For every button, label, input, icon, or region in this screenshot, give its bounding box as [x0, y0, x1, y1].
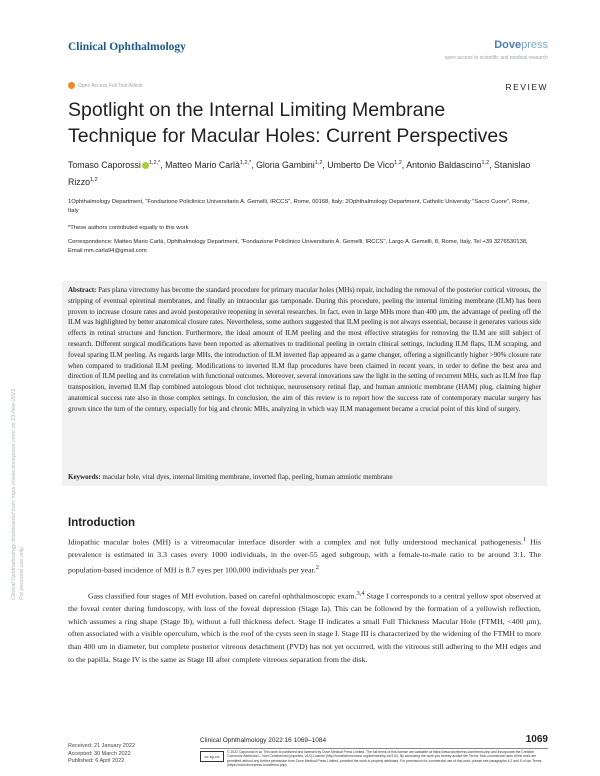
paragraph-text: Gass classified four stages of MH evolution, based on careful ophthalmoscopic exam.	[88, 591, 357, 601]
accepted-date: Accepted: 30 March 2022	[68, 750, 131, 757]
author-affiliation-mark: 1,2	[314, 160, 323, 166]
page-number: 1069	[525, 734, 548, 745]
author-affiliation-mark: 1,2,*	[239, 160, 252, 166]
author-name: , Antonio Baldascino	[401, 159, 482, 170]
publisher-tagline: open access to scientific and medical research	[444, 55, 548, 61]
keywords-text: macular hole, vital dyes, internal limiting membrane, inverted flap, peeling, human amniotic membrane	[102, 473, 393, 481]
footer-citation: Clinical Ophthalmology 2022:16 1069–1084	[200, 737, 327, 744]
journal-name: Clinical Ophthalmology	[68, 41, 186, 53]
publisher-logo-bold: Dove	[494, 39, 522, 51]
author-name: Tomaso Caporossi	[68, 159, 141, 170]
download-watermark	[0, 140, 25, 600]
citation-link[interactable]: 2	[315, 563, 319, 571]
download-watermark-text: Clinical Ophthalmology downloaded from https://www.dovepress.com/ on 23-Nov-2023 For personal use only.	[11, 389, 25, 600]
section-heading-introduction: Introduction	[68, 517, 136, 529]
footer-divider	[200, 748, 548, 749]
abstract-text: Pars plana vitrectomy has become the standard procedure for primary macular holes (MHs) repair, including the removal of the posterior cortical vitreous, the stripping of eventual epiretinal membranes, and finally an intraocular gas tamponade. During this procedure, peeling the internal limiting membrane (ILM) has been proven to increase closure rates and avoid postoperative reopening in several researches. In fact, even in large MHs more than 400 μm, the advantage of peeling off the ILM was highlighted by better anatomical closure rates. Nevertheless, some authors suggested that ILM peeling is not always essential, because it generates various side effects in retinal structure and function. Furthermore, the ideal amount of ILM peeling and the most effective strategies for removing the ILM are still subject of research. Different surgical modifications have been reported as alternatives to traditional peeling in certain clinical settings, including ILM flaps, ILM scraping, and foveal sparing ILM peeling. As regards large MHs, the introduction of ILM inverted flap appeared as a game changer, offering a significantly higher >90% closure rate when compared to traditional ILM peeling. Modifications to inverted ILM flap procedures have been claimed in recent years, in order to define the best area and direction of ILM peeling and its correlation with functional outcomes. Moreover, several innovations saw the light in the setting of recurrent MHs, such as ILM free flap transposition, inverted ILM flap combined autologous blood clot technique, neurosensory retinal flap, and human amniotic membrane (HAM) plug, claiming higher anatomical success rate also in those complex settings. In conclusion, the aim of this review is to report how the success rate of contemporary macular surgery has grown since the turn of the century, especially for big and chronic MHs, analyzing in which way ILM management became a crucial point of this kind of surgery.	[68, 286, 541, 413]
license-text: © 2022 Caporossi et al. This work is published and licensed by Dove Medical Press Limited. The full terms of this license are available at https://www.dovepress.com/terms.php and incorporate the Creative Commons Attribution – Non Commercial (unported, v3.0) License (http://creativecommons.org/licenses/by-nc/3.0/). By accessing the work you hereby accept the Terms. Non-commercial uses of the work are permitted without any further permission from Dove Medical Press Limited, provided the work is properly attributed. For permission for commercial use of this work, please see paragraphs 4.2 and 5 of our Terms (https://www.dovepress.com/terms.php).	[227, 750, 542, 768]
paragraph-text: Stage I corresponds to a central yellow spot observed at the foveal center during fundoscopy, with loss of the foveal depression (Stage Ia). This can be followed by the formation of a yellowish reflection, which assumes a ring shape (Stage Ib), without a full thickness defect. Stage II indicates a small Full Thickness Macular Hole (FTMH, <400 μm), often associated with a visible operculum, which is the roof of the cysts seen in stage I. Stage III is characterized by the widening of the FTMH to more than 400 um in diameter, but complete posterior vitreous detachment (PVD) has not yet occurred, with the vitreous still adhering to the MH edges and to the papilla. Stage IV is the same as Stage III after complete vitreous separation from the disk.	[68, 591, 542, 664]
article-type: REVIEW	[505, 82, 548, 92]
author-affiliation-mark: 1,2,*	[148, 160, 161, 166]
citation-link[interactable]: 3,4	[356, 590, 365, 597]
author-affiliation-mark: 1,2	[481, 160, 490, 166]
affiliations: 1Ophthalmology Department, "Fondazione Policlinico Universitario A. Gemelli, IRCCS", Rome, 00168, Italy; 2Ophthalmology Department, Catholic University "Sacro Cuore", Rome, Italy	[68, 199, 530, 214]
publisher-logo-light: press	[521, 39, 548, 51]
author-name: , Matteo Mario Carlà	[160, 159, 240, 170]
cc-license-badge[interactable]: cc by-nc	[200, 751, 224, 762]
author-name: , Stanislao Rizzo	[68, 159, 531, 187]
abstract-label: Abstract:	[68, 286, 97, 294]
keywords	[68, 473, 541, 481]
abstract	[68, 285, 541, 415]
author-affiliation-mark: 1,2	[90, 176, 98, 183]
keywords-label: Keywords:	[68, 473, 101, 481]
author-list	[68, 156, 538, 190]
article-dates	[68, 743, 135, 766]
intro-paragraph-1	[68, 534, 541, 577]
equal-contribution-note: *These authors contributed equally to this work	[68, 225, 189, 231]
author-name: , Gloria Gambini	[251, 159, 315, 170]
open-access-text: Open Access Full Text Article	[78, 82, 143, 89]
published-date: Published: 6 April 2022	[68, 758, 125, 764]
received-date: Received: 21 January 2022	[68, 743, 135, 749]
author-affiliation-mark: 1,2	[394, 160, 402, 166]
paragraph-text: His prevalence is estimated in 3.3 cases every 1000 individuals, in the over-55 aged subgroup, with a female-to-male ratio to be around 3:1. The population-based incidence of MH is 8.7 eyes per 100,000 individuals per year.	[68, 537, 542, 575]
correspondence: Correspondence: Matteo Mario Carlà, Ophthalmology Department, "Fondazione Policlinico Universitario A. Gemelli, IRCCS", Largo A. Gemelli, 8, Rome, Italy, Tel +39 3276530138, Email mm.carla94@gmail.com	[68, 239, 528, 254]
open-access-label	[68, 82, 142, 89]
author-name: , Umberto De Vico	[322, 159, 395, 170]
intro-paragraph-2	[68, 588, 541, 666]
paragraph-text: Idiopathic macular holes (MH) is a vitreomacular interface disorder with a complex and not fully understood mechanical pathogenesis.	[68, 537, 523, 547]
article-title: Spotlight on the Internal Limiting Membrane Technique for Macular Holes: Current Perspectives	[68, 99, 509, 147]
publisher-logo	[494, 39, 548, 51]
open-access-lock-icon	[68, 82, 75, 89]
citation-link[interactable]: 1	[523, 536, 527, 543]
orcid-icon[interactable]	[142, 162, 149, 169]
